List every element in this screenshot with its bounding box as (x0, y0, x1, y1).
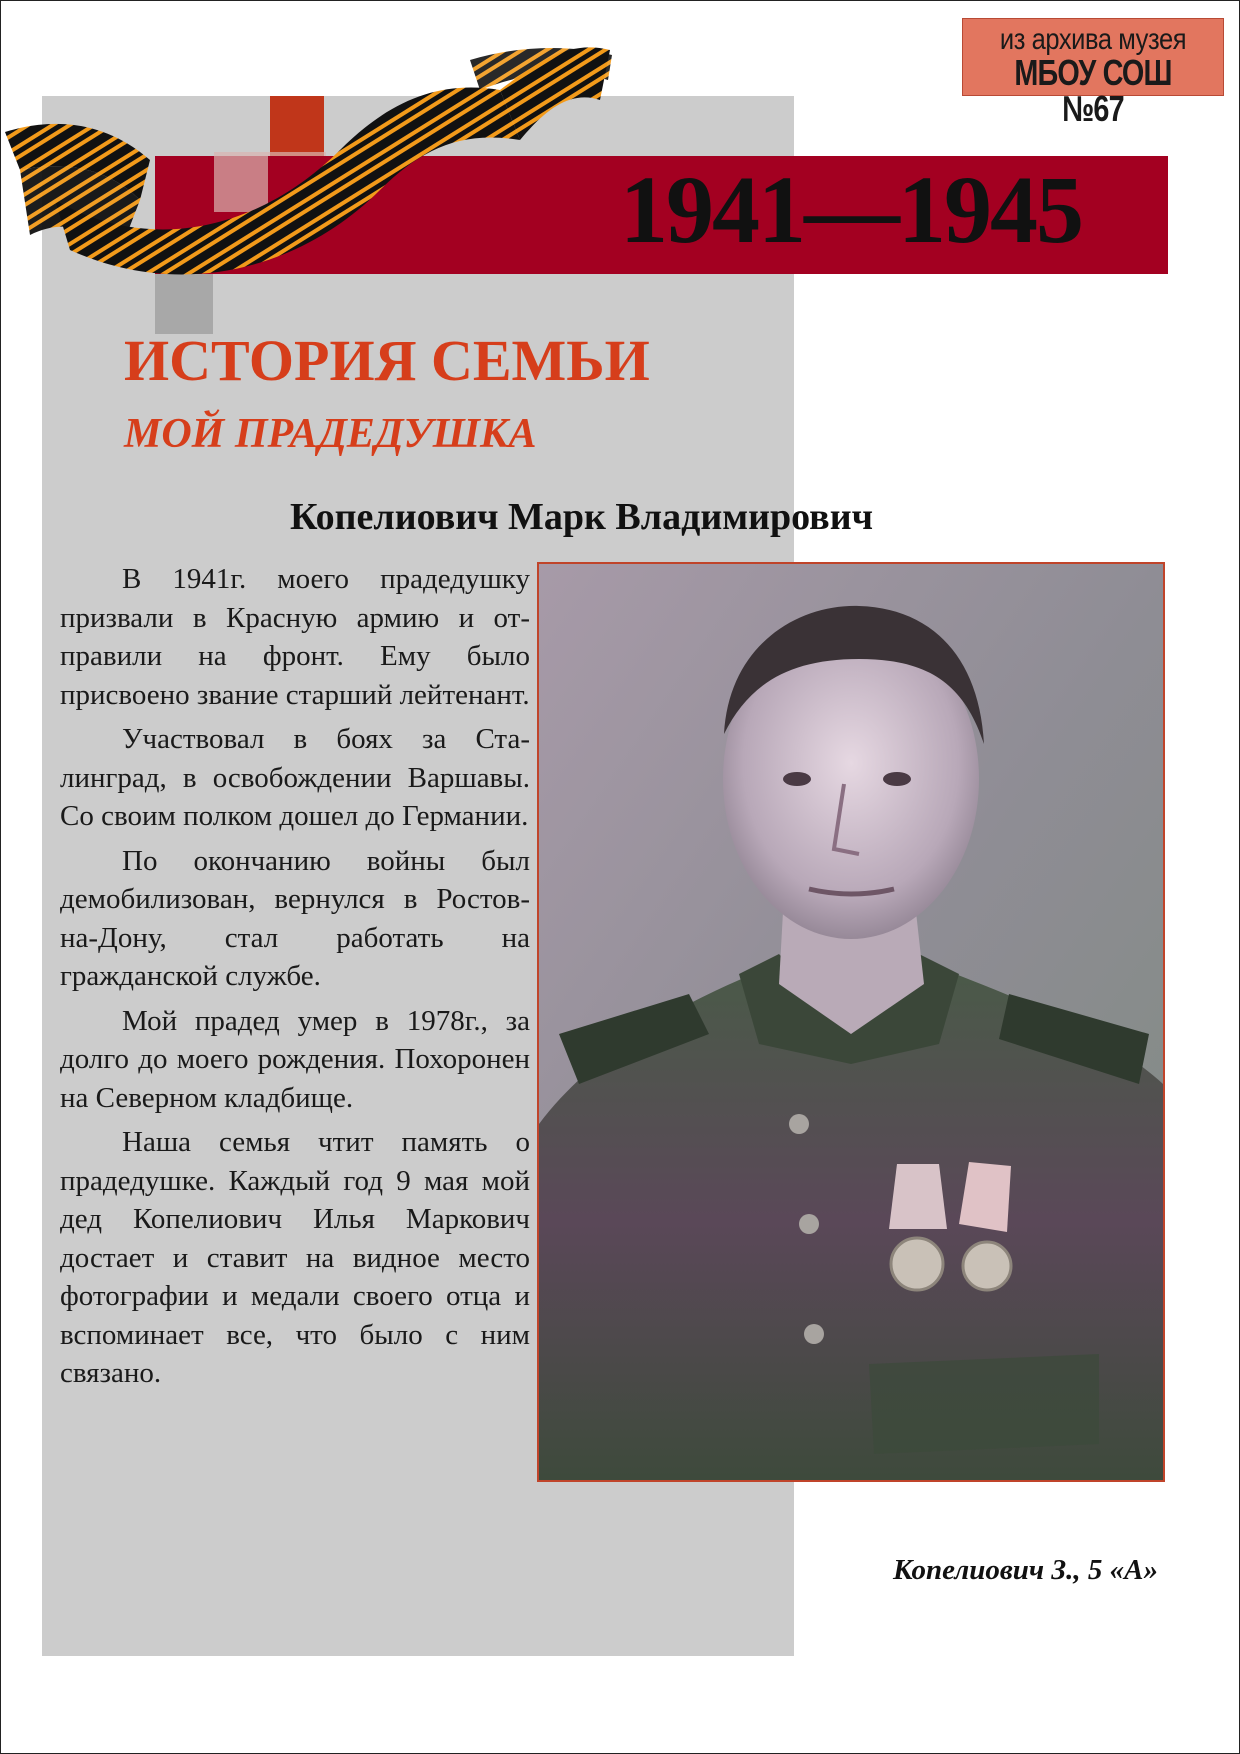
bio-paragraph: В 1941г. моего прадедушку призвали в Красную армию и отправили на фронт. Ему было присвоено звание старший лейтенант. (60, 563, 530, 711)
section-title: ИСТОРИЯ СЕМЬИ (124, 328, 650, 393)
bio-paragraph: Участвовал в боях за Сталинград, в освобождении Варшавы. Со своим полком дошел до Германии. (60, 723, 530, 832)
archive-badge (962, 18, 1224, 129)
st-george-ribbon-icon (0, 20, 620, 280)
portrait-photo (537, 562, 1165, 1482)
bio-paragraph: Наша семья чтит память о прадедушке. Каждый год 9 мая мой дед Копелиович Илья Маркович достает и ставит на видное место фотографии и медали своего отца и вспоминает все, что было с ним связано. (60, 1126, 530, 1389)
deco-square-gray (155, 274, 213, 334)
person-name: Копелиович Марк Владимирович (290, 496, 874, 538)
bio-paragraph: По окончанию войны был демобилизован, вернулся в Ростов-на-Дону, стал работать на гражданской службе. (60, 844, 530, 992)
portrait-illustration (539, 564, 1163, 1480)
bio-paragraph: Мой прадед умер в 1978г., за долго до моего рождения. Похоронен на Северном кладбище. (60, 1004, 530, 1114)
section-subtitle: МОЙ ПРАДЕДУШКА (124, 411, 537, 457)
biography-text (60, 560, 530, 1399)
year-range: 1941—1945 (620, 156, 1082, 263)
archive-badge-line1: из архива музея (999, 23, 1187, 56)
archive-badge-line2: МБОУ СОШ №67 (1014, 52, 1172, 129)
author-caption: Копелиович З., 5 «А» (892, 1554, 1158, 1586)
